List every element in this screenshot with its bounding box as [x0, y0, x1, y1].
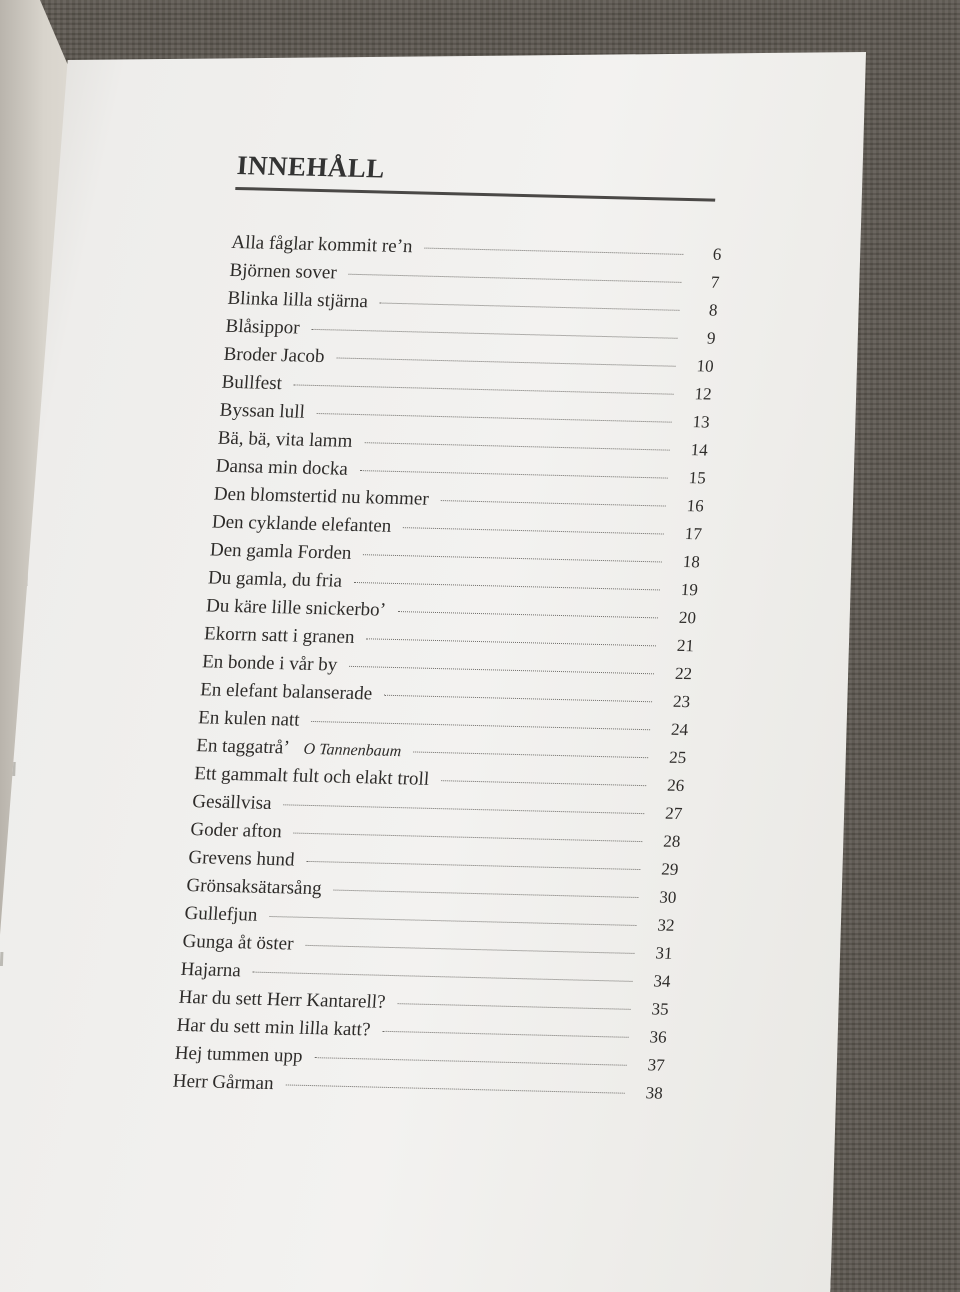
toc-entry-page-number: 7 [710, 272, 721, 292]
dot-leader [283, 804, 644, 814]
toc-entry-title: Hajarna [179, 958, 242, 982]
toc-entry-page-number: 22 [674, 663, 693, 684]
dot-leader [253, 972, 633, 982]
page-title: INNEHÅLL [235, 150, 718, 202]
table-of-contents [172, 232, 772, 1112]
toc-entry-title: En bonde i vår by [201, 651, 338, 676]
toc-entry-title: Byssan lull [219, 399, 306, 423]
toc-entry-title: Gullefjun [183, 902, 259, 926]
toc-entry-page-number: 35 [650, 999, 670, 1019]
dot-leader [398, 611, 658, 618]
toc-entry-title: En taggatrå’ [195, 735, 291, 759]
toc-entry-page-number: 23 [672, 691, 691, 712]
toc-entry-title: Den cyklande elefanten [211, 511, 393, 537]
dot-leader [269, 916, 636, 926]
toc-entry-page-number: 6 [712, 244, 723, 264]
toc-entry-page-number: 26 [666, 775, 685, 796]
toc-entry-title: Goder afton [189, 819, 283, 843]
dot-leader [441, 780, 646, 786]
toc-entry-page-number: 27 [664, 803, 683, 824]
toc-entry-page-number: 32 [656, 915, 676, 935]
toc-entry-page-number: 20 [678, 607, 697, 628]
toc-entry-page-number: 31 [654, 943, 674, 963]
toc-entry-page-number: 25 [668, 747, 687, 768]
toc-entry-title: En elefant balanserade [199, 679, 373, 705]
toc-entry-page-number: 24 [670, 719, 689, 740]
toc-entry-title: Herr Gårman [172, 1070, 275, 1095]
toc-entry-title: Björnen sover [228, 259, 338, 284]
dot-leader [349, 666, 654, 674]
toc-entry-title: Bä, bä, vita lamm [217, 427, 354, 452]
binding-stitch [0, 952, 3, 966]
toc-entry-page-number: 30 [658, 887, 678, 907]
toc-entry-page-number: 17 [684, 524, 703, 544]
toc-entry-title: Gunga åt öster [181, 930, 295, 955]
toc-entry-title: Broder Jacob [222, 343, 326, 368]
dot-leader [314, 1057, 626, 1066]
toc-entry-subtitle: O Tannenbaum [303, 740, 402, 761]
dot-leader [424, 248, 683, 255]
dot-leader [305, 945, 634, 954]
toc-entry-page-number: 13 [692, 412, 711, 432]
dot-leader [403, 527, 664, 534]
dot-leader [380, 303, 680, 311]
toc-entry-title: Blinka lilla stjärna [226, 287, 369, 313]
toc-entry-page-number: 9 [706, 328, 717, 348]
toc-entry-title: Ekorrn satt i granen [203, 623, 356, 648]
dot-leader [382, 1031, 628, 1038]
toc-entry-page-number: 28 [662, 831, 681, 852]
toc-entry-page-number: 18 [682, 552, 701, 572]
dot-leader [384, 695, 652, 703]
toc-entry-title: Dansa min docka [215, 455, 349, 480]
toc-entry-page-number: 36 [648, 1027, 668, 1047]
dot-leader [354, 582, 660, 590]
toc-entry-page-number: 14 [690, 440, 709, 460]
dot-leader [364, 442, 669, 450]
dot-leader [349, 274, 682, 283]
toc-entry-title: Den blomstertid nu kommer [213, 483, 430, 510]
toc-entry-page-number: 38 [645, 1083, 664, 1103]
dot-leader [413, 751, 648, 758]
dot-leader [317, 413, 672, 423]
toc-entry-title: Alla fåglar kommit re’n [230, 231, 414, 258]
contents-section [172, 150, 778, 1112]
toc-entry-page-number: 16 [686, 496, 705, 516]
toc-entry-page-number: 15 [688, 468, 707, 488]
toc-entry-title: Gesällvisa [191, 791, 273, 815]
toc-entry-page-number: 19 [680, 579, 699, 600]
toc-entry-title: Du käre lille snickerbo’ [205, 595, 387, 621]
toc-entry-title: Du gamla, du fria [207, 567, 343, 592]
dot-leader [334, 890, 639, 898]
dot-leader [306, 861, 640, 870]
dot-leader [294, 384, 674, 394]
dot-leader [366, 638, 656, 646]
toc-entry-title: Hej tummen upp [174, 1042, 304, 1067]
dot-leader [311, 329, 677, 339]
toc-entry-page-number: 8 [708, 300, 719, 320]
toc-entry-title: Blåsippor [224, 315, 301, 339]
toc-entry-title: En kulen natt [197, 707, 301, 731]
toc-entry-title: Har du sett Herr Kantarell? [178, 986, 387, 1013]
dot-leader [363, 554, 662, 562]
dot-leader [311, 721, 650, 730]
toc-entry-page-number: 12 [693, 384, 713, 404]
dot-leader [397, 1003, 630, 1010]
toc-entry-page-number: 21 [676, 635, 695, 656]
dot-leader [294, 833, 643, 843]
toc-entry-page-number: 34 [652, 971, 672, 991]
toc-entry-page-number: 29 [660, 859, 680, 879]
toc-entry-title: Ett gammalt fult och elakt troll [193, 763, 430, 790]
dot-leader [336, 357, 675, 366]
toc-entry-title: Har du sett min lilla katt? [176, 1014, 372, 1041]
dot-leader [360, 470, 668, 479]
toc-entry-page-number: 37 [647, 1055, 666, 1075]
toc-entry-title: Grevens hund [187, 847, 296, 871]
toc-entry-title: Bullfest [221, 371, 283, 395]
toc-entry-title: Grönsaksätarsång [185, 874, 323, 900]
toc-entry-page-number: 10 [695, 356, 715, 376]
dot-leader [441, 500, 666, 507]
toc-entry-title: Den gamla Forden [209, 539, 353, 564]
dot-leader [286, 1084, 625, 1093]
